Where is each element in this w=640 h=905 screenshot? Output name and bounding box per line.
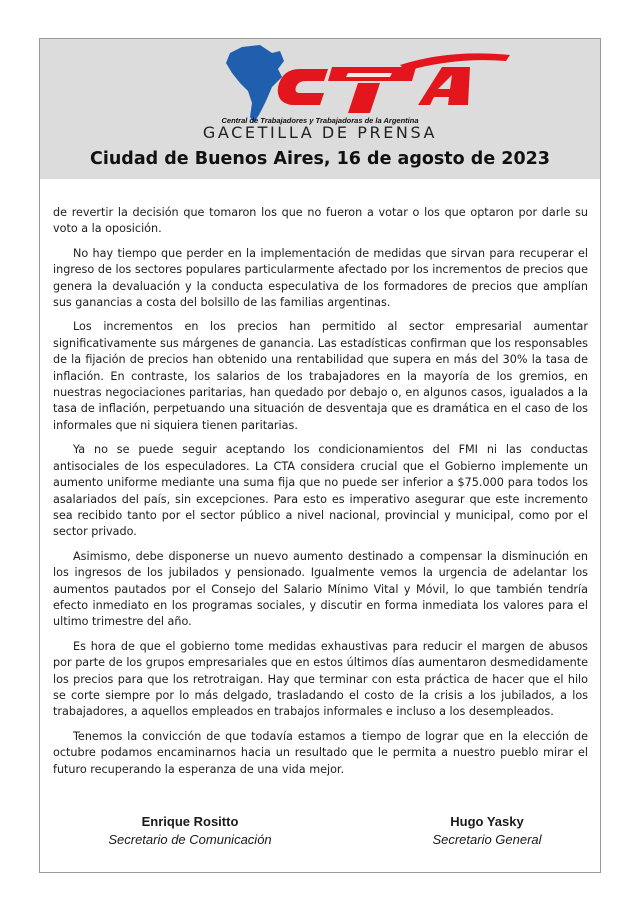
signature-yasky bbox=[407, 813, 567, 849]
signatory-name: Hugo Yasky bbox=[450, 814, 524, 829]
logo-letter-a bbox=[418, 67, 470, 105]
signatory-role: Secretario de Comunicación bbox=[108, 832, 272, 847]
body-paragraph: Asimismo, debe disponerse un nuevo aumento destinado a compensar la disminución en los ingresos de los jubilados y pensionado. Igualmente vemos la urgencia de adelantar los aumentos pautados por el Consejo del Salario Mínimo Vital y Móvil, lo que también tendría efecto inmediato en los programas sociales, y discutir en forma inmediata los valores para el ultimo trimestre del año. bbox=[53, 549, 588, 629]
body-paragraph: Tenemos la convicción de que todavía estamos a tiempo de lograr que en la elección de octubre podamos encaminarnos hacia un resultado que le permita a nuestro pueblo mirar el futuro recuperando la esperanza de una vida mejor. bbox=[53, 729, 588, 776]
gacetilla-label: GACETILLA DE PRENSA bbox=[202, 123, 438, 142]
dateline: Ciudad de Buenos Aires, 16 de agosto de 2023 bbox=[90, 149, 550, 169]
body-paragraph: No hay tiempo que perder en la implementación de medidas que sirvan para recuperar el ingreso de los sectores populares particularmente afectado por los incrementos de precios que genera la devaluación y la conducta especulativa de los formadores de precios que amplían sus ganancias a costa del bolsillo de las familias argentinas. bbox=[53, 246, 588, 310]
logo-letter-c bbox=[278, 69, 328, 105]
press-release-body bbox=[53, 205, 588, 786]
logo-t-highlight bbox=[346, 73, 392, 77]
signatory-role: Secretario General bbox=[432, 832, 542, 847]
body-paragraph: Ya no se puede seguir aceptando los condicionamientos del FMI ni las conductas antisociales de los especuladores. La CTA considera crucial que el Gobierno implemente un aumento uniforme mediante una suma fija que no puede ser inferior a $75.000 para todos los asalariados del país, sin excepciones. Para esto es imperativo asegurar que este incremento sea recibido tanto por el sector público a nivel nacional, provincial y municipal, como por el sector privado. bbox=[53, 443, 588, 539]
latin-america-map-icon bbox=[226, 45, 284, 123]
signatory-name: Enrique Rositto bbox=[141, 814, 239, 829]
body-paragraph: Los incrementos en los precios han permitido al sector empresarial aumentar significativamente sus márgenes de ganancia. Las estadísticas confirman que los responsables de la fijación de precios han obtenido una rentabilidad que supera en más del 30% la tasa de inflación. En contraste, los salarios de los trabajadores en la mayoría de los gremios, en nuestras negociaciones paritarias, han quedado por debajo o, en algunos casos, igualados a la tasa de inflación, perpetuando una situación de desventaja que es dramática en el caso de los informales que ni siquiera tienen paritarias. bbox=[53, 320, 588, 432]
signature-rositto bbox=[90, 813, 290, 849]
press-release-page bbox=[39, 38, 601, 873]
header-band bbox=[40, 39, 600, 179]
body-paragraph: de revertir la decisión que tomaron los que no fueron a votar o los que optaron por darle su voto a la oposición. bbox=[53, 206, 588, 236]
logo-letter-t-stem bbox=[348, 83, 380, 113]
logo-subtitle: Central de Trabajadores y Trabajadoras de la Argentina bbox=[221, 116, 419, 125]
body-paragraph: Es hora de que el gobierno tome medidas exhaustivas para reducir el margen de abusos por parte de los grupos empresariales que en estos últimos días aumentaron desmedidamente los precios para que los retrotraigan. Hay que terminar con esta práctica de hacer que el hilo se corte siempre por lo más delgado, trasladando el costo de la crisis a los jubilados, a los trabajadores, a aquellos empleados en trabajos informales e incluso a los desempleados. bbox=[53, 639, 588, 719]
